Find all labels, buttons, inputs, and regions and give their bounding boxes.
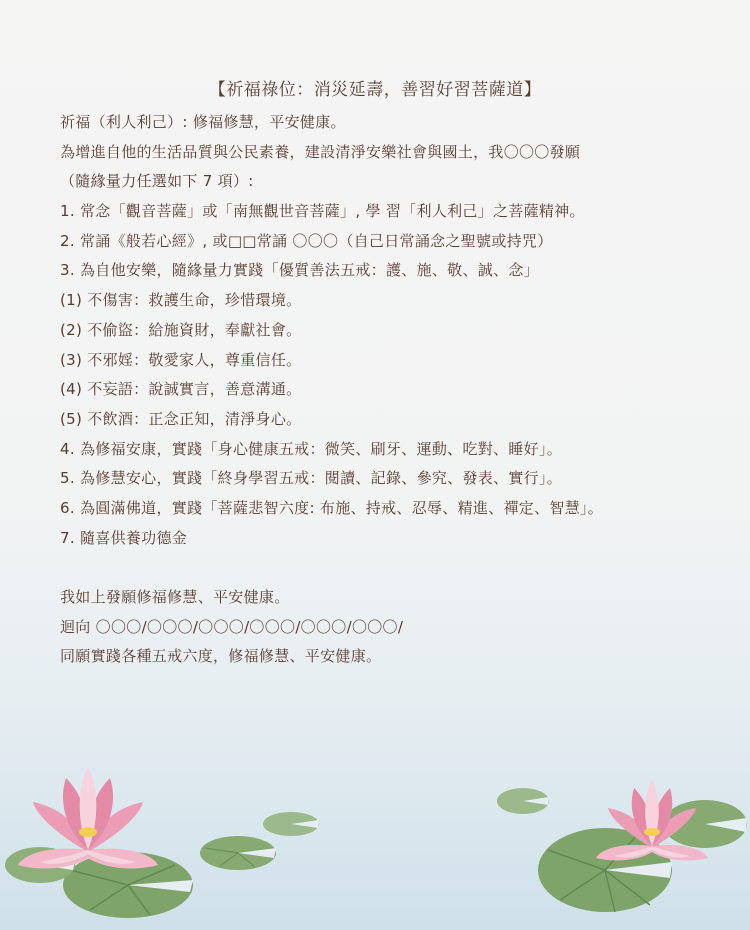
text-line: (2) 不偷盜：給施資財，奉獻社會。 — [60, 320, 302, 339]
lily-pad-icon — [497, 788, 549, 814]
text-line: 3. 為自他安樂，隨緣量力實踐「優質善法五戒：護、施、敬、誠、念」 — [60, 261, 539, 280]
text-line: 同願實踐各種五戒六度，修福修慧、平安健康。 — [60, 647, 382, 666]
text-line: (5) 不飲酒：正念正知，清淨身心。 — [60, 409, 302, 428]
page-title: 【祈福祿位：消災延壽，善習好習菩薩道】 — [208, 80, 542, 100]
text-line: 1. 常念「觀音菩薩」或「南無觀世音菩薩」, 學 習「利人利己」之菩薩精神。 — [60, 202, 585, 221]
blank-line — [60, 553, 740, 583]
text-line: 6. 為圓滿佛道，實踐「菩薩悲智六度: 布施、持戒、忍辱、精進、禪定、智慧」。 — [60, 498, 604, 517]
lotus-pond-illustration — [0, 740, 750, 930]
vow-text-block — [60, 108, 740, 672]
text-line: （隨緣量力任選如下 7 項）: — [60, 172, 254, 191]
text-line: 2. 常誦《般若心經》, 或□□常誦 〇〇〇（自己日常誦念之聖號或持咒） — [60, 231, 553, 250]
text-line: (4) 不妄語：說誠實言，善意溝通。 — [60, 380, 302, 399]
lily-pad-icon — [263, 812, 319, 836]
text-line: 4. 為修福安康，實踐「身心健康五戒：微笑、刷牙、運動、吃對、睡好」。 — [60, 439, 563, 458]
text-line: (3) 不邪婬：敬愛家人，尊重信任。 — [60, 350, 302, 369]
text-line: 7. 隨喜供養功德金 — [60, 528, 188, 547]
text-line: 迴向 〇〇〇/〇〇〇/〇〇〇/〇〇〇/〇〇〇/〇〇〇/ — [60, 617, 404, 636]
lily-pad-icon — [200, 836, 276, 870]
text-line: 5. 為修慧安心，實踐「終身學習五戒：閱讀、記錄、參究、發表、實行」。 — [60, 469, 563, 488]
text-line: 為增進自他的生活品質與公民素養，建設清淨安樂社會與國土，我〇〇〇發願 — [60, 142, 581, 161]
text-line: (1) 不傷害：救護生命，珍惜環境。 — [60, 291, 302, 310]
text-line: 祈福（利人利己）: 修福修慧，平安健康。 — [60, 113, 346, 131]
text-line: 我如上發願修福修慧、平安健康。 — [60, 588, 290, 606]
lotus-flower-icon — [18, 768, 158, 869]
